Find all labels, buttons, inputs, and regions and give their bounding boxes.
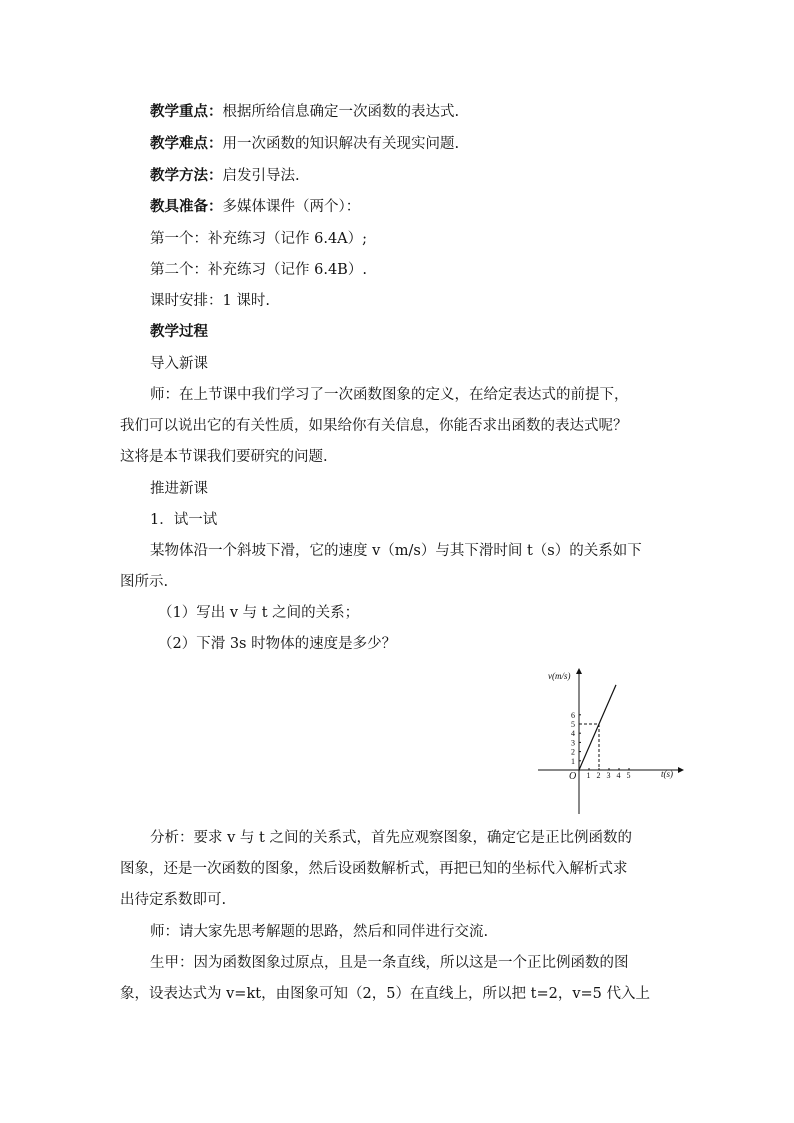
process-heading: 教学过程 [150, 323, 208, 340]
tool-item-2: 第二个：补充练习（记作 6.4B）. [150, 262, 367, 278]
analysis-line-3: 出待定系数即可. [120, 892, 227, 908]
student-line-2: 象，设表达式为 v=kt，由图象可知（2，5）在直线上，所以把 t=2，v=5 代入上 [120, 986, 650, 1002]
method-label: 教学方法： [150, 167, 223, 184]
try-heading: 1．试一试 [150, 512, 218, 528]
problem-line-2: 图所示. [120, 574, 169, 590]
y-tick-label: 3 [571, 738, 575, 748]
method-text: 启发引导法. [222, 168, 300, 184]
student-line-1: 生甲：因为函数图象过原点，且是一条直线，所以这是一个正比例函数的图 [150, 955, 629, 971]
y-tick-label: 6 [571, 710, 575, 720]
focus-label: 教学重点： [150, 103, 223, 120]
x-tick-label: 3 [606, 771, 611, 780]
intro-line-2: 我们可以说出它的有关性质，如果给你有关信息，你能否求出函数的表达式呢？ [120, 418, 628, 434]
y-tick-label: 4 [571, 729, 575, 739]
x-tick-label: 4 [616, 771, 621, 780]
question-2: （2）下滑 3s 时物体的速度是多少？ [158, 636, 397, 652]
focus-text: 根据所给信息确定一次函数的表达式. [222, 104, 460, 120]
tool-item-1: 第一个：补充练习（记作 6.4A）; [150, 231, 368, 247]
series-line [579, 685, 616, 770]
x-tick-label: 1 [586, 771, 591, 780]
problem-line-1: 某物体沿一个斜坡下滑，它的速度 v（m/s）与其下滑时间 t（s）的关系如下 [150, 543, 642, 559]
tools-label: 教具准备： [150, 198, 223, 215]
y-axis-arrow [576, 668, 582, 674]
advance-heading: 推进新课 [150, 481, 208, 497]
teaching-tools [150, 197, 360, 217]
x-axis-arrow [678, 767, 684, 773]
teacher-line: 师：请大家先思考解题的思路，然后和同伴进行交流. [150, 924, 489, 940]
class-schedule: 课时安排：1 课时. [150, 293, 270, 309]
intro-heading: 导入新课 [150, 356, 208, 372]
y-tick-label: 5 [571, 720, 575, 729]
intro-line-1: 师：在上节课中我们学习了一次函数图象的定义，在给定表达式的前提下， [150, 387, 629, 403]
velocity-time-graph [538, 668, 684, 814]
teaching-method [150, 166, 300, 186]
analysis-line-2: 图象，还是一次函数的图象，然后设函数解析式，再把已知的坐标代入解析式求 [120, 861, 628, 877]
y-tick-label: 2 [571, 747, 575, 757]
y-tick-label: 1 [571, 756, 575, 766]
analysis-line-1: 分析：要求 v 与 t 之间的关系式，首先应观察图象，确定它是正比例函数的 [150, 830, 632, 846]
question-1: （1）写出 v 与 t 之间的关系； [158, 605, 360, 621]
tools-text: 多媒体课件（两个）： [222, 199, 361, 215]
intro-line-3: 这将是本节课我们要研究的问题. [120, 449, 328, 465]
x-tick-label: 5 [626, 771, 631, 780]
x-axis-label: t(s) [661, 769, 673, 779]
teaching-difficulty [150, 134, 459, 154]
difficulty-text: 用一次函数的知识解决有关现实问题. [222, 136, 460, 152]
teaching-focus [150, 102, 459, 122]
y-axis-label: v(m/s) [548, 671, 571, 681]
origin-label: O [569, 771, 577, 782]
difficulty-label: 教学难点： [150, 135, 223, 152]
x-tick-label: 2 [596, 771, 601, 780]
